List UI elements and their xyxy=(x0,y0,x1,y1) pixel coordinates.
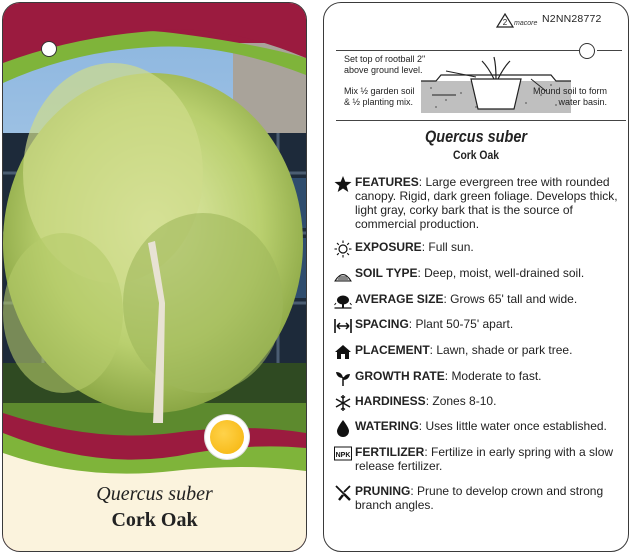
npk-badge: NPK xyxy=(335,452,351,459)
placement-label: PLACEMENT xyxy=(355,343,430,357)
info-growth: GROWTH RATE: Moderate to fast. xyxy=(334,369,624,383)
spacing-text: Plant 50-75' apart. xyxy=(415,317,514,331)
soil-type-text: Deep, moist, well-drained soil. xyxy=(424,266,585,280)
back-title: Quercus suber xyxy=(425,127,527,146)
soil-icon xyxy=(334,266,352,284)
placement-text: Lawn, shade or park tree. xyxy=(436,343,573,357)
tag-line xyxy=(336,50,579,51)
watering-text: Uses little water once established. xyxy=(425,419,607,433)
info-soil: SOIL TYPE: Deep, moist, well-drained soil. xyxy=(334,266,624,280)
pruning-text: Prune to develop crown and strong branch angles. xyxy=(355,484,604,512)
tag-line xyxy=(597,50,622,51)
features-label: FEATURES xyxy=(355,175,419,189)
recycle-number: 2 xyxy=(502,18,508,27)
snowflake-icon xyxy=(334,394,352,412)
back-card xyxy=(323,2,629,552)
placement-icon xyxy=(334,343,352,361)
star-icon xyxy=(334,175,352,193)
spacing-label: SPACING xyxy=(355,317,409,331)
diagram-note-top-1: Set top of rootball 2" xyxy=(344,54,426,64)
common-name: Cork Oak xyxy=(111,509,198,531)
fertilizer-label: FERTILIZER xyxy=(355,445,425,459)
info-spacing: SPACING: Plant 50-75' apart. xyxy=(334,317,624,331)
watering-label: WATERING xyxy=(355,419,419,433)
diagram-note-left-2: & ½ planting mix. xyxy=(344,96,414,107)
brand-mark: macore xyxy=(514,20,538,27)
info-exposure: EXPOSURE: Full sun. xyxy=(334,240,624,254)
sun-icon xyxy=(334,240,352,258)
diagram-note-right-1: Mound soil to form xyxy=(533,86,608,96)
diagram-note-right-2: water basin. xyxy=(558,96,608,107)
size-icon xyxy=(334,292,352,310)
soil-type-label: SOIL TYPE xyxy=(355,266,418,280)
info-hardiness: HARDINESS: Zones 8-10. xyxy=(334,394,624,408)
exposure-label: EXPOSURE xyxy=(355,240,422,254)
diagram-divider xyxy=(336,120,626,121)
diagram-note-top-2: above ground level. xyxy=(344,64,423,75)
features-text: Large evergreen tree with rounded canopy. Rigid, dark green foliage. Develops thick, light gray, corky bark that is the source of commercial production. xyxy=(355,175,618,231)
info-size: AVERAGE SIZE: Grows 65' tall and wide. xyxy=(334,292,624,306)
pruning-shears-icon xyxy=(334,484,352,502)
npk-icon xyxy=(334,445,352,463)
info-placement: PLACEMENT: Lawn, shade or park tree. xyxy=(334,343,624,357)
fertilizer-text: Fertilize in early spring with a slow release fertilizer. xyxy=(355,445,614,473)
growth-rate-label: GROWTH RATE xyxy=(355,369,445,383)
recycle-icon xyxy=(496,13,514,29)
tree-photo xyxy=(3,3,306,551)
info-pruning: PRUNING: Prune to develop crown and strong branch angles. xyxy=(334,484,624,512)
info-fertilizer: NPK FERTILIZER: Fertilize in early spring with a slow release fertilizer. xyxy=(335,445,614,473)
average-size-label: AVERAGE SIZE xyxy=(355,292,444,306)
diagram-note-left-1: Mix ½ garden soil xyxy=(344,86,415,96)
front-card xyxy=(2,2,307,552)
average-size-text: Grows 65' tall and wide. xyxy=(450,292,578,306)
growth-icon xyxy=(334,369,352,387)
sku-code: N2NN28772 xyxy=(542,13,602,25)
growth-rate-text: Moderate to fast. xyxy=(451,369,542,383)
spacing-icon xyxy=(334,317,352,335)
hang-hole xyxy=(41,41,57,57)
info-features: FEATURES: Large evergreen tree with rounded canopy. Rigid, dark green foliage. Develops thick, light gray, corky bark that is the source of commercial production. xyxy=(334,175,624,231)
info-watering: WATERING: Uses little water once established. xyxy=(334,419,624,433)
hardiness-label: HARDINESS xyxy=(355,394,426,408)
full-sun-icon xyxy=(205,415,249,459)
back-subtitle: Cork Oak xyxy=(452,150,500,162)
exposure-text: Full sun. xyxy=(428,240,474,254)
pruning-label: PRUNING xyxy=(355,484,411,498)
latin-name: Quercus suber xyxy=(96,483,213,505)
water-drop-icon xyxy=(334,419,352,437)
hardiness-text: Zones 8-10. xyxy=(432,394,497,408)
